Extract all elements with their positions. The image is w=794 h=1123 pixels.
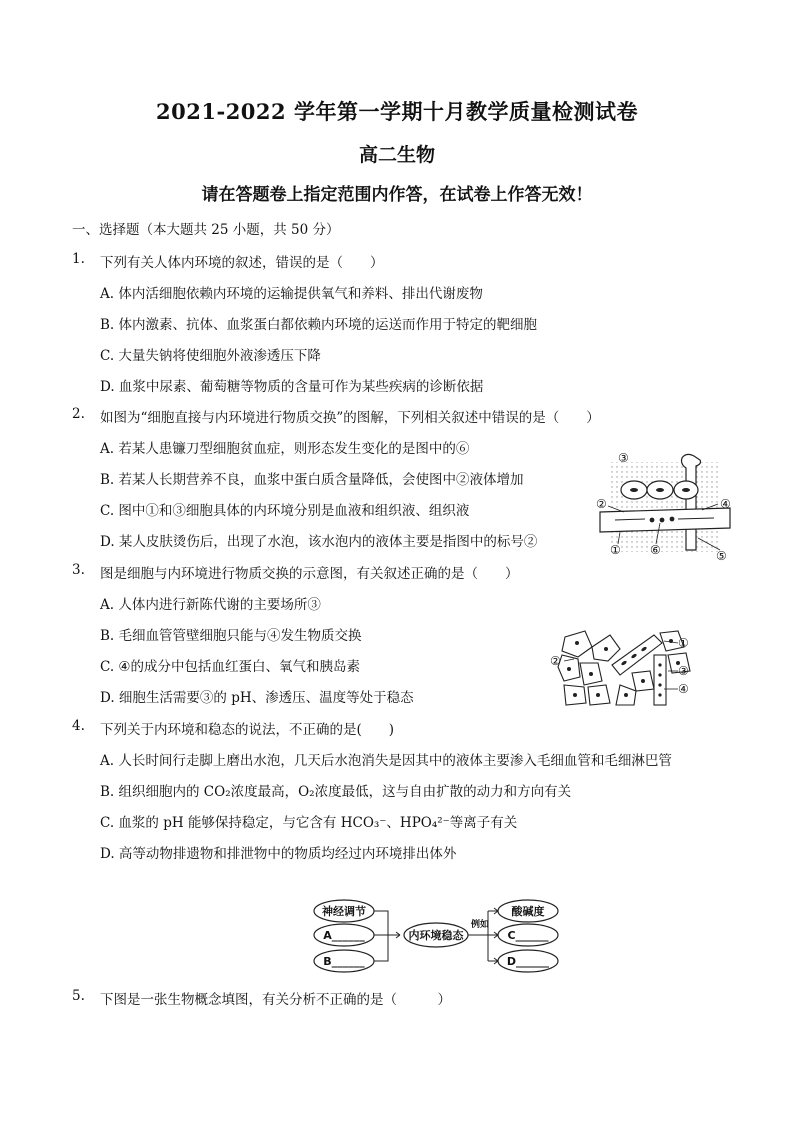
question-1-stem: 下列有关人体内环境的叙述，错误的是（ ） (100, 255, 384, 271)
question-1-option-d: D. 血浆中尿素、葡萄糖等物质的含量可作为某些疾病的诊断依据 (100, 379, 484, 395)
question-2-option-b: B. 若某人长期营养不良，血浆中蛋白质含量降低，会使图中②液体增加 (100, 472, 524, 488)
concept-acidity: 酸碱度 (511, 905, 545, 918)
concept-map-figure (312, 893, 562, 978)
question-3-number: 3. (72, 562, 85, 578)
question-4-option-c: C. 血浆的 pH 能够保持稳定，与它含有 HCO₃⁻、HPO₄²⁻等离子有关 (100, 815, 518, 831)
question-3-option-c: C. ④的成分中包括血红蛋白、氧气和胰岛素 (100, 659, 361, 675)
question-4-option-a: A. 人长时间行走脚上磨出水泡，几天后水泡消失是因其中的液体主要渗入毛细血管和毛细淋巴管 (100, 753, 672, 769)
concept-example-label: 例如 (470, 920, 490, 930)
figure2-label-5: ⑤ (716, 549, 727, 563)
question-3-stem: 图是细胞与内环境进行物质交换的示意图，有关叙述正确的是（ ） (100, 566, 519, 582)
question-3-option-a: A. 人体内进行新陈代谢的主要场所③ (100, 597, 321, 613)
question-3-option-b: B. 毛细血管管壁细胞只能与④发生物质交换 (100, 628, 362, 644)
question-4-number: 4. (72, 718, 85, 734)
exam-subject: 高二生物 (358, 144, 435, 166)
exam-notice: 请在答题卷上指定范围内作答，在试卷上作答无效！ (201, 185, 593, 205)
concept-neural-regulation: 神经调节 (322, 905, 366, 918)
concept-blank-c: C______ (507, 929, 549, 942)
tissue-exchange-figure (590, 450, 740, 565)
question-3-option-d: D. 细胞生活需要③的 pH、渗透压、温度等处于稳态 (100, 690, 414, 706)
question-1-number: 1. (72, 251, 85, 267)
figure3-label-4: ④ (678, 682, 689, 696)
concept-blank-a: A______ (323, 929, 365, 942)
concept-blank-b: B______ (323, 955, 365, 968)
question-2-option-a: A. 若某人患镰刀型细胞贫血症，则形态发生变化的是图中的⑥ (100, 441, 470, 457)
question-4-option-b: B. 组织细胞内的 CO₂浓度最高，O₂浓度最低，这与自由扩散的动力和方向有关 (100, 784, 572, 800)
figure2-label-2: ② (596, 497, 607, 511)
figure2-label-6: ⑥ (650, 543, 661, 557)
question-2-number: 2. (72, 406, 85, 422)
question-2-stem: 如图为“细胞直接与内环境进行物质交换”的图解，下列相关叙述中错误的是（ ） (100, 410, 600, 426)
question-1-option-b: B. 体内激素、抗体、血浆蛋白都依赖内环境的运送而作用于特定的靶细胞 (100, 317, 538, 333)
figure3-label-2: ② (550, 654, 561, 668)
exam-title: 2021-2022 学年第一学期十月教学质量检测试卷 (156, 99, 638, 124)
question-2-option-d: D. 某人皮肤烫伤后，出现了水泡，该水泡内的液体主要是指图中的标号② (100, 534, 538, 550)
question-1-option-c: C. 大量失钠将使细胞外液渗透压下降 (100, 348, 321, 364)
question-4-stem: 下列关于内环境和稳态的说法，不正确的是( ) (100, 722, 395, 738)
section-heading: 一、选择题（本大题共 25 小题，共 50 分） (72, 222, 340, 238)
question-2-option-c: C. 图中①和③细胞具体的内环境分别是血液和组织液、组织液 (100, 503, 470, 519)
figure3-label-3: ③ (678, 664, 689, 678)
figure2-label-3: ③ (618, 451, 629, 465)
figure2-label-4: ④ (720, 497, 731, 511)
question-1-option-a: A. 体内活细胞依赖内环境的运输提供氧气和养料、排出代谢废物 (100, 286, 483, 302)
figure3-label-1: ① (678, 636, 689, 650)
question-5-stem: 下图是一张生物概念填图，有关分析不正确的是（ ） (100, 992, 451, 1008)
cell-environment-figure (550, 625, 700, 710)
question-4-option-d: D. 高等动物排遗物和排泄物中的物质均经过内环境排出体外 (100, 846, 457, 862)
concept-blank-d: D______ (506, 955, 550, 968)
figure2-label-1: ① (610, 543, 621, 557)
question-5-number: 5. (72, 988, 85, 1004)
concept-homeostasis: 内环境稳态 (408, 929, 464, 942)
